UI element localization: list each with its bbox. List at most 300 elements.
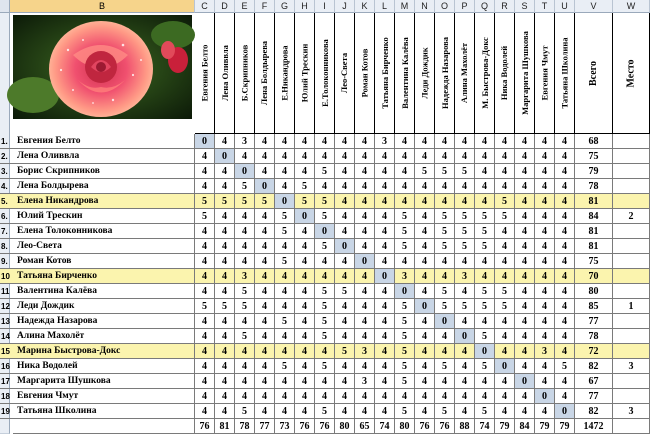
score-cell[interactable]: 4 <box>375 404 395 419</box>
score-cell[interactable]: 4 <box>255 359 275 374</box>
score-cell[interactable]: 4 <box>215 164 235 179</box>
row-number[interactable]: 2. <box>0 149 13 164</box>
column-header-r[interactable]: R <box>495 0 515 13</box>
score-cell[interactable]: 5 <box>455 299 475 314</box>
score-cell[interactable]: 4 <box>195 164 215 179</box>
score-cell[interactable]: 4 <box>215 404 235 419</box>
score-cell[interactable]: 4 <box>335 134 355 149</box>
score-cell[interactable]: 0 <box>515 374 535 389</box>
participant-name[interactable]: Валентина Калёва <box>13 284 195 299</box>
score-cell[interactable]: 4 <box>255 404 275 419</box>
score-cell[interactable]: 4 <box>215 329 235 344</box>
score-cell[interactable]: 4 <box>495 374 515 389</box>
total-cell[interactable]: 81 <box>575 224 613 239</box>
column-header-g[interactable]: G <box>275 0 295 13</box>
score-cell[interactable]: 5 <box>455 164 475 179</box>
score-cell[interactable]: 5 <box>195 194 215 209</box>
score-cell[interactable]: 4 <box>395 134 415 149</box>
row-number[interactable]: 18 <box>0 389 13 404</box>
score-cell[interactable]: 4 <box>475 374 495 389</box>
score-cell[interactable]: 4 <box>235 389 255 404</box>
score-cell[interactable]: 5 <box>315 359 335 374</box>
total-cell[interactable]: 78 <box>575 329 613 344</box>
score-cell[interactable]: 4 <box>195 344 215 359</box>
score-cell[interactable]: 4 <box>295 374 315 389</box>
score-cell[interactable]: 0 <box>495 359 515 374</box>
score-cell[interactable]: 4 <box>415 149 435 164</box>
score-cell[interactable]: 5 <box>195 299 215 314</box>
score-cell[interactable]: 4 <box>515 314 535 329</box>
column-total-cell[interactable]: 74 <box>375 419 395 434</box>
score-cell[interactable]: 0 <box>295 209 315 224</box>
score-cell[interactable]: 4 <box>435 134 455 149</box>
score-cell[interactable]: 4 <box>435 179 455 194</box>
score-cell[interactable]: 4 <box>555 374 575 389</box>
score-cell[interactable]: 3 <box>535 344 555 359</box>
score-cell[interactable]: 4 <box>255 314 275 329</box>
score-cell[interactable]: 4 <box>215 389 235 404</box>
place-cell[interactable] <box>613 149 650 164</box>
column-header-n[interactable]: N <box>415 0 435 13</box>
score-cell[interactable]: 5 <box>455 239 475 254</box>
score-cell[interactable]: 4 <box>455 374 475 389</box>
score-cell[interactable]: 4 <box>255 374 275 389</box>
place-cell[interactable] <box>613 254 650 269</box>
row-number[interactable]: 11 <box>0 284 13 299</box>
score-cell[interactable]: 4 <box>375 344 395 359</box>
score-cell[interactable]: 4 <box>315 179 335 194</box>
total-cell[interactable]: 81 <box>575 194 613 209</box>
score-cell[interactable]: 4 <box>415 374 435 389</box>
score-cell[interactable]: 4 <box>515 254 535 269</box>
score-cell[interactable]: 5 <box>235 329 255 344</box>
score-cell[interactable]: 4 <box>375 284 395 299</box>
score-cell[interactable]: 5 <box>335 284 355 299</box>
score-cell[interactable]: 4 <box>375 389 395 404</box>
score-cell[interactable]: 4 <box>315 374 335 389</box>
score-cell[interactable]: 5 <box>555 359 575 374</box>
score-cell[interactable]: 4 <box>515 404 535 419</box>
column-total-cell[interactable]: 88 <box>455 419 475 434</box>
participant-name[interactable]: Борис Скрипников <box>13 164 195 179</box>
score-cell[interactable]: 4 <box>215 254 235 269</box>
score-cell[interactable]: 0 <box>415 299 435 314</box>
score-cell[interactable]: 4 <box>555 284 575 299</box>
score-cell[interactable]: 5 <box>275 359 295 374</box>
score-cell[interactable]: 4 <box>475 134 495 149</box>
score-cell[interactable]: 4 <box>515 299 535 314</box>
place-cell[interactable] <box>613 329 650 344</box>
participant-name[interactable]: Ника Водолей <box>13 359 195 374</box>
score-cell[interactable]: 4 <box>235 374 255 389</box>
score-cell[interactable]: 5 <box>315 314 335 329</box>
score-cell[interactable]: 4 <box>255 389 275 404</box>
column-header-f[interactable]: F <box>255 0 275 13</box>
score-cell[interactable]: 5 <box>455 209 475 224</box>
score-cell[interactable]: 5 <box>415 164 435 179</box>
score-cell[interactable]: 5 <box>395 299 415 314</box>
score-cell[interactable]: 5 <box>215 194 235 209</box>
score-cell[interactable]: 4 <box>435 344 455 359</box>
score-cell[interactable]: 4 <box>495 134 515 149</box>
score-cell[interactable]: 4 <box>395 149 415 164</box>
score-cell[interactable]: 4 <box>515 269 535 284</box>
score-cell[interactable]: 4 <box>355 269 375 284</box>
score-cell[interactable]: 4 <box>295 164 315 179</box>
row-number[interactable]: 6. <box>0 209 13 224</box>
column-header-b[interactable]: B <box>10 0 195 13</box>
score-cell[interactable]: 4 <box>495 179 515 194</box>
score-cell[interactable]: 4 <box>195 239 215 254</box>
row-number[interactable]: 7. <box>0 224 13 239</box>
score-cell[interactable]: 4 <box>195 404 215 419</box>
score-cell[interactable]: 5 <box>395 404 415 419</box>
score-cell[interactable]: 0 <box>335 239 355 254</box>
score-cell[interactable]: 3 <box>355 374 375 389</box>
total-cell[interactable]: 75 <box>575 254 613 269</box>
score-cell[interactable]: 4 <box>335 404 355 419</box>
score-cell[interactable]: 5 <box>475 239 495 254</box>
score-cell[interactable]: 4 <box>335 374 355 389</box>
score-cell[interactable]: 5 <box>395 329 415 344</box>
score-cell[interactable]: 4 <box>475 194 495 209</box>
total-cell[interactable]: 72 <box>575 344 613 359</box>
participant-name[interactable]: Лена Болдырева <box>13 179 195 194</box>
score-cell[interactable]: 4 <box>215 359 235 374</box>
participant-name[interactable]: Елена Никандрова <box>13 194 195 209</box>
score-cell[interactable]: 4 <box>435 374 455 389</box>
score-cell[interactable]: 4 <box>395 254 415 269</box>
score-cell[interactable]: 5 <box>475 284 495 299</box>
score-cell[interactable]: 4 <box>275 269 295 284</box>
grand-total-cell[interactable]: 1472 <box>575 419 613 434</box>
score-cell[interactable]: 4 <box>195 254 215 269</box>
column-header-u[interactable]: U <box>555 0 575 13</box>
score-cell[interactable]: 4 <box>375 179 395 194</box>
score-cell[interactable]: 5 <box>275 314 295 329</box>
score-cell[interactable]: 4 <box>335 269 355 284</box>
score-cell[interactable]: 5 <box>435 404 455 419</box>
score-cell[interactable]: 5 <box>475 224 495 239</box>
score-cell[interactable]: 0 <box>435 314 455 329</box>
score-cell[interactable]: 4 <box>235 359 255 374</box>
participant-name[interactable]: Татьяна Школина <box>13 404 195 419</box>
score-cell[interactable]: 4 <box>195 179 215 194</box>
score-cell[interactable]: 4 <box>555 269 575 284</box>
place-cell[interactable] <box>613 194 650 209</box>
score-cell[interactable]: 5 <box>315 239 335 254</box>
score-cell[interactable]: 4 <box>475 149 495 164</box>
place-cell[interactable]: 3 <box>613 359 650 374</box>
score-cell[interactable]: 3 <box>235 269 255 284</box>
score-cell[interactable]: 4 <box>415 239 435 254</box>
score-cell[interactable]: 4 <box>335 149 355 164</box>
score-cell[interactable]: 4 <box>495 389 515 404</box>
score-cell[interactable]: 5 <box>235 299 255 314</box>
score-cell[interactable]: 4 <box>315 254 335 269</box>
column-total-cell[interactable]: 76 <box>195 419 215 434</box>
column-total-cell[interactable]: 76 <box>315 419 335 434</box>
score-cell[interactable]: 5 <box>475 299 495 314</box>
place-cell[interactable] <box>613 239 650 254</box>
score-cell[interactable]: 4 <box>275 404 295 419</box>
row-number[interactable]: 19 <box>0 404 13 419</box>
score-cell[interactable]: 5 <box>315 284 335 299</box>
participant-name[interactable]: Татьяна Бирченко <box>13 269 195 284</box>
score-cell[interactable]: 4 <box>415 194 435 209</box>
score-cell[interactable]: 4 <box>355 239 375 254</box>
column-total-cell[interactable]: 76 <box>435 419 455 434</box>
score-cell[interactable]: 4 <box>355 179 375 194</box>
select-all-corner[interactable] <box>0 0 10 13</box>
total-cell[interactable]: 77 <box>575 314 613 329</box>
score-cell[interactable]: 4 <box>215 134 235 149</box>
score-cell[interactable]: 5 <box>435 299 455 314</box>
column-header-j[interactable]: J <box>335 0 355 13</box>
score-cell[interactable]: 4 <box>235 209 255 224</box>
column-total-cell[interactable]: 74 <box>475 419 495 434</box>
score-cell[interactable]: 4 <box>535 209 555 224</box>
score-cell[interactable]: 5 <box>495 284 515 299</box>
score-cell[interactable]: 4 <box>275 149 295 164</box>
total-cell[interactable]: 85 <box>575 299 613 314</box>
score-cell[interactable]: 4 <box>555 134 575 149</box>
score-cell[interactable]: 4 <box>215 209 235 224</box>
score-cell[interactable]: 4 <box>415 269 435 284</box>
score-cell[interactable]: 4 <box>515 284 535 299</box>
score-cell[interactable]: 4 <box>555 194 575 209</box>
score-cell[interactable]: 4 <box>535 224 555 239</box>
score-cell[interactable]: 4 <box>375 239 395 254</box>
participant-name[interactable]: Евгения Белто <box>13 134 195 149</box>
score-cell[interactable]: 5 <box>275 224 295 239</box>
row-number[interactable]: 16 <box>0 359 13 374</box>
score-cell[interactable]: 4 <box>335 359 355 374</box>
place-cell[interactable] <box>613 389 650 404</box>
score-cell[interactable]: 4 <box>315 344 335 359</box>
row-number[interactable]: 4. <box>0 179 13 194</box>
score-cell[interactable]: 4 <box>255 239 275 254</box>
total-cell[interactable]: 80 <box>575 284 613 299</box>
row-number[interactable]: 10 <box>0 269 13 284</box>
score-cell[interactable]: 4 <box>195 389 215 404</box>
place-cell[interactable] <box>613 134 650 149</box>
score-cell[interactable]: 5 <box>335 344 355 359</box>
score-cell[interactable]: 4 <box>355 149 375 164</box>
score-cell[interactable]: 4 <box>555 299 575 314</box>
participant-name[interactable]: Леди Дождик <box>13 299 195 314</box>
score-cell[interactable]: 4 <box>195 284 215 299</box>
score-cell[interactable]: 5 <box>455 224 475 239</box>
participant-name[interactable]: Елена Толоконникова <box>13 224 195 239</box>
score-cell[interactable]: 4 <box>255 134 275 149</box>
score-cell[interactable]: 5 <box>315 194 335 209</box>
column-total-cell[interactable]: 78 <box>235 419 255 434</box>
participant-name[interactable]: Надежда Назарова <box>13 314 195 329</box>
score-cell[interactable]: 4 <box>455 194 475 209</box>
score-cell[interactable]: 5 <box>395 314 415 329</box>
score-cell[interactable]: 4 <box>215 239 235 254</box>
score-cell[interactable]: 4 <box>255 209 275 224</box>
participant-name[interactable]: Лео-Света <box>13 239 195 254</box>
score-cell[interactable]: 5 <box>435 164 455 179</box>
score-cell[interactable]: 4 <box>275 344 295 359</box>
score-cell[interactable]: 4 <box>255 254 275 269</box>
score-cell[interactable]: 4 <box>495 164 515 179</box>
score-cell[interactable]: 4 <box>535 254 555 269</box>
score-cell[interactable]: 4 <box>195 359 215 374</box>
score-cell[interactable]: 4 <box>555 149 575 164</box>
column-header-v[interactable]: V <box>575 0 613 13</box>
score-cell[interactable]: 0 <box>455 329 475 344</box>
score-cell[interactable]: 4 <box>215 344 235 359</box>
score-cell[interactable]: 0 <box>535 389 555 404</box>
score-cell[interactable]: 4 <box>235 224 255 239</box>
score-cell[interactable]: 4 <box>415 404 435 419</box>
score-cell[interactable]: 0 <box>375 269 395 284</box>
score-cell[interactable]: 4 <box>275 179 295 194</box>
score-cell[interactable]: 4 <box>255 284 275 299</box>
score-cell[interactable]: 4 <box>295 284 315 299</box>
score-cell[interactable]: 4 <box>375 254 395 269</box>
score-cell[interactable]: 0 <box>315 224 335 239</box>
score-cell[interactable]: 4 <box>275 284 295 299</box>
score-cell[interactable]: 4 <box>195 314 215 329</box>
score-cell[interactable]: 4 <box>355 194 375 209</box>
score-cell[interactable]: 4 <box>275 389 295 404</box>
score-cell[interactable]: 5 <box>435 209 455 224</box>
score-cell[interactable]: 4 <box>415 329 435 344</box>
score-cell[interactable]: 4 <box>395 194 415 209</box>
score-cell[interactable]: 0 <box>355 254 375 269</box>
score-cell[interactable]: 4 <box>535 134 555 149</box>
score-cell[interactable]: 4 <box>235 149 255 164</box>
column-total-cell[interactable]: 76 <box>295 419 315 434</box>
place-cell[interactable]: 3 <box>613 404 650 419</box>
row-number[interactable]: 9. <box>0 254 13 269</box>
score-cell[interactable]: 4 <box>335 209 355 224</box>
score-cell[interactable]: 5 <box>475 359 495 374</box>
score-cell[interactable]: 4 <box>375 314 395 329</box>
score-cell[interactable]: 5 <box>315 329 335 344</box>
place-cell[interactable] <box>613 269 650 284</box>
score-cell[interactable]: 4 <box>535 179 555 194</box>
score-cell[interactable]: 4 <box>435 329 455 344</box>
score-cell[interactable]: 4 <box>335 314 355 329</box>
score-cell[interactable]: 4 <box>475 269 495 284</box>
score-cell[interactable]: 4 <box>555 224 575 239</box>
score-cell[interactable]: 0 <box>215 149 235 164</box>
score-cell[interactable]: 4 <box>475 179 495 194</box>
grand-place-cell[interactable] <box>613 419 650 434</box>
score-cell[interactable]: 4 <box>415 209 435 224</box>
score-cell[interactable]: 3 <box>235 134 255 149</box>
score-cell[interactable]: 0 <box>395 284 415 299</box>
column-header-o[interactable]: O <box>435 0 455 13</box>
score-cell[interactable]: 4 <box>435 389 455 404</box>
score-cell[interactable]: 5 <box>315 404 335 419</box>
score-cell[interactable]: 5 <box>495 299 515 314</box>
score-cell[interactable]: 3 <box>375 134 395 149</box>
column-header-k[interactable]: K <box>355 0 375 13</box>
score-cell[interactable]: 4 <box>295 149 315 164</box>
score-cell[interactable]: 5 <box>215 299 235 314</box>
column-header-e[interactable]: E <box>235 0 255 13</box>
score-cell[interactable]: 4 <box>215 314 235 329</box>
score-cell[interactable]: 4 <box>375 209 395 224</box>
score-cell[interactable]: 4 <box>215 284 235 299</box>
score-cell[interactable]: 4 <box>275 299 295 314</box>
score-cell[interactable]: 5 <box>395 374 415 389</box>
score-cell[interactable]: 4 <box>515 239 535 254</box>
score-cell[interactable]: 4 <box>535 374 555 389</box>
score-cell[interactable]: 4 <box>515 134 535 149</box>
score-cell[interactable]: 5 <box>435 239 455 254</box>
column-total-cell[interactable]: 79 <box>535 419 555 434</box>
score-cell[interactable]: 4 <box>515 224 535 239</box>
score-cell[interactable]: 4 <box>295 299 315 314</box>
score-cell[interactable]: 4 <box>355 224 375 239</box>
column-header-q[interactable]: Q <box>475 0 495 13</box>
score-cell[interactable]: 4 <box>295 344 315 359</box>
row-number[interactable]: 13 <box>0 314 13 329</box>
score-cell[interactable]: 4 <box>415 359 435 374</box>
column-total-cell[interactable]: 84 <box>515 419 535 434</box>
score-cell[interactable]: 4 <box>555 254 575 269</box>
participant-name[interactable]: Роман Котов <box>13 254 195 269</box>
score-cell[interactable]: 4 <box>295 329 315 344</box>
score-cell[interactable]: 4 <box>335 179 355 194</box>
score-cell[interactable]: 4 <box>395 164 415 179</box>
score-cell[interactable]: 4 <box>535 194 555 209</box>
score-cell[interactable]: 4 <box>555 329 575 344</box>
score-cell[interactable]: 4 <box>195 269 215 284</box>
score-cell[interactable]: 4 <box>475 164 495 179</box>
score-cell[interactable]: 4 <box>515 179 535 194</box>
score-cell[interactable]: 4 <box>495 254 515 269</box>
place-cell[interactable] <box>613 314 650 329</box>
score-cell[interactable]: 4 <box>195 329 215 344</box>
score-cell[interactable]: 4 <box>195 149 215 164</box>
score-cell[interactable]: 4 <box>355 134 375 149</box>
score-cell[interactable]: 4 <box>435 149 455 164</box>
score-cell[interactable]: 3 <box>455 269 475 284</box>
score-cell[interactable]: 4 <box>475 389 495 404</box>
score-cell[interactable]: 0 <box>195 134 215 149</box>
score-cell[interactable]: 4 <box>515 194 535 209</box>
score-cell[interactable]: 5 <box>295 194 315 209</box>
score-cell[interactable]: 4 <box>275 164 295 179</box>
score-cell[interactable]: 4 <box>435 269 455 284</box>
score-cell[interactable]: 5 <box>235 404 255 419</box>
score-cell[interactable]: 5 <box>435 284 455 299</box>
score-cell[interactable]: 4 <box>235 254 255 269</box>
score-cell[interactable]: 5 <box>495 194 515 209</box>
score-cell[interactable]: 4 <box>495 224 515 239</box>
score-cell[interactable]: 4 <box>355 164 375 179</box>
score-cell[interactable]: 5 <box>255 194 275 209</box>
column-header-s[interactable]: S <box>515 0 535 13</box>
score-cell[interactable]: 4 <box>355 404 375 419</box>
score-cell[interactable]: 4 <box>415 134 435 149</box>
score-cell[interactable]: 4 <box>455 179 475 194</box>
score-cell[interactable]: 4 <box>475 254 495 269</box>
score-cell[interactable]: 4 <box>275 239 295 254</box>
score-cell[interactable]: 4 <box>535 299 555 314</box>
score-cell[interactable]: 4 <box>435 194 455 209</box>
participant-name[interactable]: Марина Быстрова-Докс <box>13 344 195 359</box>
score-cell[interactable]: 5 <box>315 164 335 179</box>
